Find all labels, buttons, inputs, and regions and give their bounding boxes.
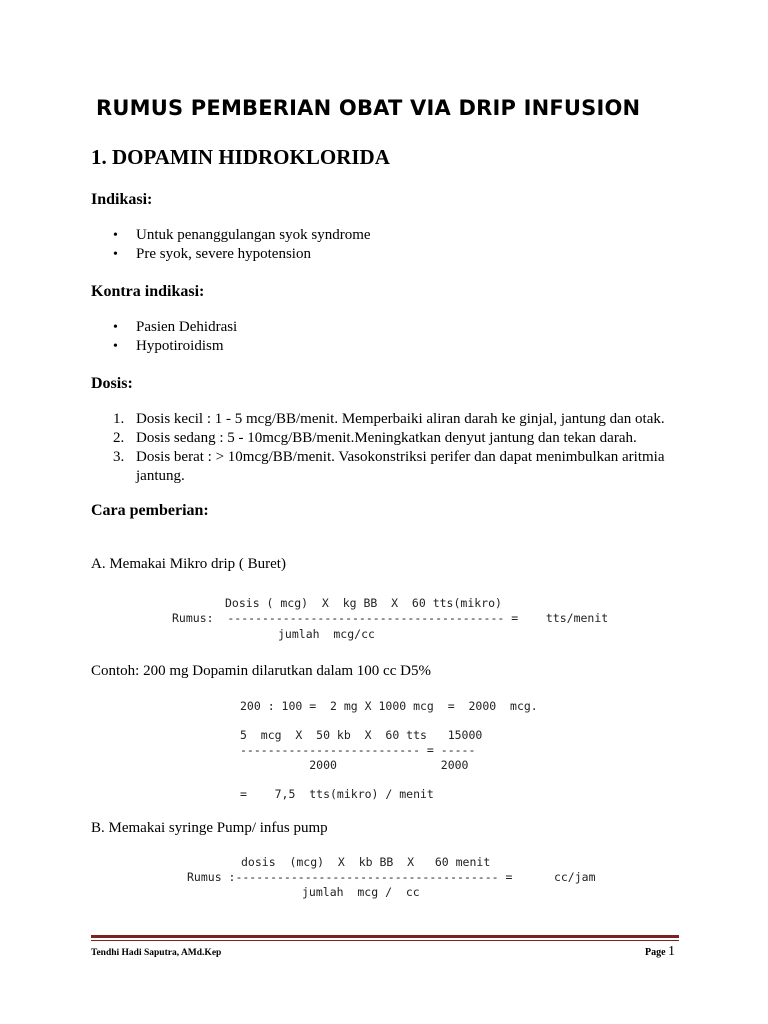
list-item	[113, 429, 683, 448]
kontra-indikasi-list	[113, 318, 237, 356]
footer-page	[645, 944, 675, 960]
list-item: • Pre syok, severe hypotension	[113, 245, 371, 264]
list-item: • Pasien Dehidrasi	[113, 318, 237, 337]
list-number: 1.	[113, 411, 125, 427]
formula-b-denominator: jumlah mcg / cc	[302, 885, 420, 899]
calc-line: 200 : 100 = 2 mg X 1000 mcg = 2000 mcg.	[240, 699, 538, 713]
calc-result: = 7,5 tts(mikro) / menit	[240, 787, 434, 801]
section-title: 1. DOPAMIN HIDROKLORIDA	[91, 145, 390, 169]
dosis-list	[113, 410, 683, 486]
formula-a-rule: Rumus: ---------------------------------------- = tts/menit	[172, 611, 609, 625]
page-label: Page	[645, 947, 666, 958]
footer-divider-thin	[91, 940, 679, 941]
formula-b-numerator: dosis (mcg) X kb BB X 60 menit	[241, 855, 491, 869]
cara-pemberian-heading: Cara pemberian:	[91, 502, 209, 519]
dosis-heading: Dosis:	[91, 375, 133, 392]
method-b-label: B. Memakai syringe Pump/ infus pump	[91, 820, 328, 836]
kontra-indikasi-heading: Kontra indikasi:	[91, 283, 205, 300]
calc-numerator: 5 mcg X 50 kb X 60 tts 15000	[240, 728, 483, 742]
page-number: 1	[668, 944, 676, 959]
list-item	[113, 448, 683, 486]
example-text: Contoh: 200 mg Dopamin dilarutkan dalam 100 cc D5%	[91, 663, 431, 679]
footer-author: Tendhi Hadi Saputra, AMd.Kep	[91, 948, 222, 958]
list-text: Dosis sedang : 5 - 10mcg/BB/menit.Meningkatkan denyut jantung dan tekan darah.	[136, 430, 637, 446]
indikasi-list	[113, 226, 371, 264]
list-text: Dosis kecil : 1 - 5 mcg/BB/menit. Memperbaiki aliran darah ke ginjal, jantung dan otak.	[136, 411, 665, 427]
calc-rule: -------------------------- = -----	[240, 743, 476, 757]
formula-a-denominator: jumlah mcg/cc	[278, 627, 375, 641]
calc-denominator: 2000 2000	[240, 758, 469, 772]
list-number: 3.	[113, 449, 125, 465]
list-text: Dosis berat : > 10mcg/BB/menit. Vasokonstriksi perifer dan dapat menimbulkan aritmia jantung.	[136, 449, 665, 484]
indikasi-heading: Indikasi:	[91, 191, 153, 208]
list-item	[113, 410, 683, 429]
formula-b-rule: Rumus :-------------------------------------- = cc/jam	[187, 870, 596, 884]
document-title: RUMUS PEMBERIAN OBAT VIA DRIP INFUSION	[96, 96, 641, 120]
method-a-label: A. Memakai Mikro drip ( Buret)	[91, 556, 286, 572]
list-number: 2.	[113, 430, 125, 446]
list-item: • Untuk penanggulangan syok syndrome	[113, 226, 371, 245]
footer-divider	[91, 935, 679, 938]
formula-a-numerator: Dosis ( mcg) X kg BB X 60 tts(mikro)	[225, 596, 502, 610]
list-item: • Hypotiroidism	[113, 337, 237, 356]
